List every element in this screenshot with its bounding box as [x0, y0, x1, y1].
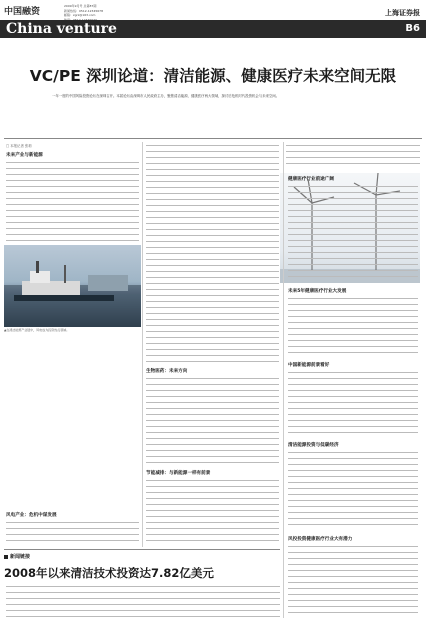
divider — [4, 549, 280, 550]
column-rule — [283, 142, 284, 618]
page-number: B6 — [405, 23, 420, 34]
section-label: 上海证券报 — [385, 8, 420, 17]
body-text — [146, 143, 279, 363]
body-text — [6, 520, 139, 546]
column-rule — [142, 142, 143, 547]
subhead: 未来产业与新能源 — [6, 153, 43, 158]
subhead: 中国新能源前景看好 — [288, 363, 330, 368]
subhead: 健康医疗行业前途广阔 — [288, 177, 334, 182]
divider — [4, 138, 422, 139]
news-link-label: 新闻链接 — [10, 554, 31, 560]
photo-caption: ▲在清洁能源产业链中，风电成为投资热点领域。 — [4, 328, 70, 332]
subhead: 清洁能源投资与低碳经济 — [288, 443, 339, 448]
body-text — [6, 160, 139, 242]
body-text — [6, 584, 280, 618]
subhead: 未来5年健康医疗行业大发展 — [288, 289, 347, 294]
harbor-photo — [4, 245, 141, 327]
byline: □ 本报记者 张莉 — [6, 144, 32, 148]
body-text — [146, 376, 279, 464]
body-text — [288, 450, 418, 530]
subhead: 生物医药：未来方向 — [146, 369, 188, 374]
masthead: 中国融资 — [4, 7, 41, 17]
body-text — [146, 478, 279, 546]
news-link-tag — [4, 553, 30, 560]
bottom-headline: 2008年以来清洁技术投资达7.82亿美元 — [4, 566, 214, 580]
meta-line: 邮箱：zgrz@163.com — [64, 13, 96, 17]
body-text — [286, 143, 420, 169]
body-text — [288, 296, 418, 356]
article-lead: 一年一度的中国风险投资论坛在深圳召开。本届论坛由深圳市人民政府主办，聚焦清洁能源、健康医疗两大领域，探讨后危机时代投资机会与未来空间。 — [52, 94, 280, 98]
square-bullet-icon — [4, 555, 8, 559]
subhead: 节能减排：与新能源一样有前景 — [146, 471, 211, 476]
article-headline: VC/PE 深圳论道：清洁能源、健康医疗未来空间无限 — [29, 67, 397, 85]
section-title: China venture — [6, 21, 117, 37]
meta-line: 新闻热线：0512-12345678 — [64, 8, 103, 13]
body-text — [288, 184, 418, 278]
meta-line: 2009年9月号 总第87期 — [64, 4, 97, 8]
subhead: 风电产业：危机中谋发展 — [6, 513, 57, 518]
body-text — [288, 370, 418, 436]
subhead: 风投投资健康医疗行业大有潜力 — [288, 537, 353, 542]
body-text — [288, 544, 418, 618]
